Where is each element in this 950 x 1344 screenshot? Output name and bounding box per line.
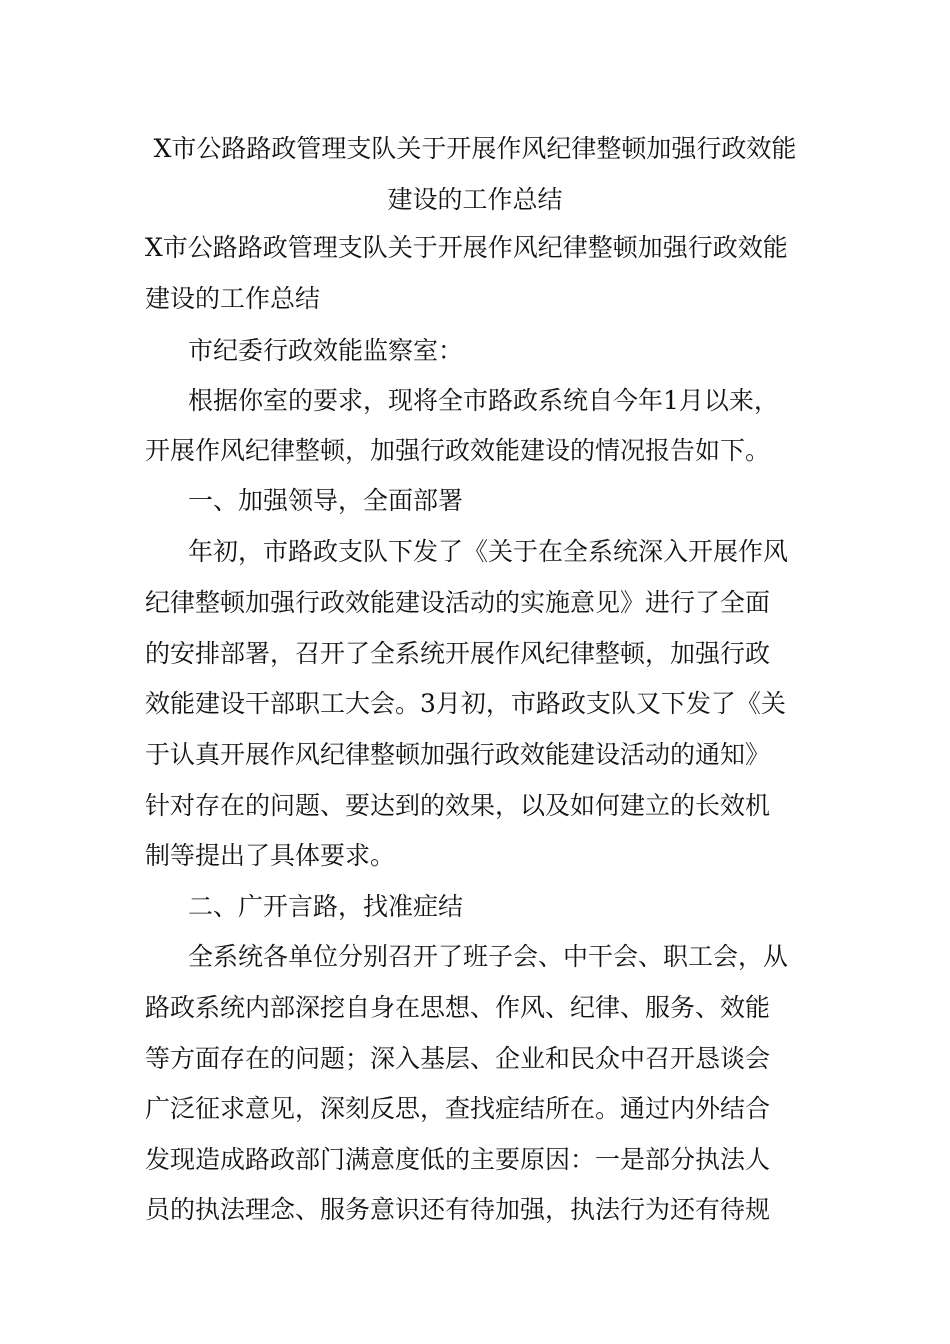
section-1-line-6: 针对存在的问题、要达到的效果，以及如何建立的长效机 xyxy=(145,791,771,820)
section-2-line-3: 等方面存在的问题；深入基层、企业和民众中召开恳谈会 xyxy=(145,1044,771,1073)
section-heading-1: 一、加强领导，全面部署 xyxy=(188,486,464,515)
section-heading-2: 二、广开言路，找准症结 xyxy=(188,892,464,921)
section-1-line-3: 的安排部署，召开了全系统开展作风纪律整顿，加强行政 xyxy=(145,639,771,668)
section-1-line-5: 于认真开展作风纪律整顿加强行政效能建设活动的通知》 xyxy=(145,740,771,769)
salutation: 市纪委行政效能监察室： xyxy=(188,336,464,365)
document-title-line-1: X市公路路政管理支队关于开展作风纪律整顿加强行政效能 xyxy=(153,134,797,163)
section-1-line-2: 纪律整顿加强行政效能建设活动的实施意见》进行了全面 xyxy=(145,588,771,617)
section-2-line-5: 发现造成路政部门满意度低的主要原因：一是部分执法人 xyxy=(145,1145,771,1174)
body-heading-line-1: X市公路路政管理支队关于开展作风纪律整顿加强行政效能 xyxy=(145,233,788,262)
body-heading-line-2: 建设的工作总结 xyxy=(145,284,321,313)
section-2-line-2: 路政系统内部深挖自身在思想、作风、纪律、服务、效能 xyxy=(145,993,771,1022)
intro-line-2: 开展作风纪律整顿，加强行政效能建设的情况报告如下。 xyxy=(145,436,771,465)
section-2-line-6: 员的执法理念、服务意识还有待加强，执法行为还有待规 xyxy=(145,1195,771,1224)
section-1-line-4: 效能建设干部职工大会。3月初，市路政支队又下发了《关 xyxy=(145,689,786,718)
section-1-line-1: 年初，市路政支队下发了《关于在全系统深入开展作风 xyxy=(188,537,789,566)
intro-line-1: 根据你室的要求，现将全市路政系统自今年1月以来， xyxy=(188,386,779,415)
document-title-line-2: 建设的工作总结 xyxy=(387,185,563,214)
section-2-line-4: 广泛征求意见，深刻反思，查找症结所在。通过内外结合 xyxy=(145,1094,771,1123)
section-1-line-7: 制等提出了具体要求。 xyxy=(145,841,396,870)
section-2-line-1: 全系统各单位分别召开了班子会、中干会、职工会，从 xyxy=(188,942,789,971)
